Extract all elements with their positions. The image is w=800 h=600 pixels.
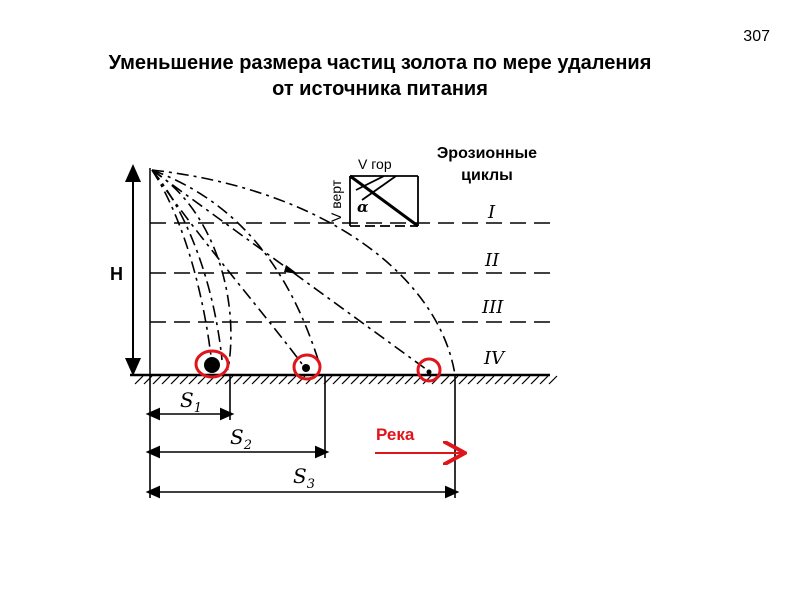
ground — [130, 375, 557, 384]
particle-medium — [302, 364, 310, 372]
erosion-cycles-heading-2: циклы — [461, 167, 513, 184]
alpha-label: α — [357, 198, 369, 216]
river-label: Река — [376, 425, 415, 444]
height-label: H — [110, 264, 123, 284]
particle-large — [204, 357, 220, 373]
distance-label-s3: $S_3$ — [293, 464, 315, 492]
v-vert-label: V верт — [328, 179, 344, 222]
page-number: 307 — [743, 28, 770, 45]
distance-label-s2: $S_2$ — [230, 425, 252, 453]
cycle-label-3: III — [482, 297, 504, 318]
cycle-label-2: II — [485, 250, 500, 271]
trajectory-arrowhead — [284, 265, 298, 274]
v-gor-label: V гор — [358, 156, 392, 172]
distance-label-s1: $S_1$ — [180, 388, 202, 416]
particle-small — [427, 370, 432, 375]
cycle-label-4: IV — [484, 348, 505, 369]
cycle-label-1: I — [488, 202, 496, 223]
erosion-cycles-heading-1: Эрозионные — [436, 145, 538, 162]
title-line-1: Уменьшение размера частиц золота по мере удаления — [108, 52, 652, 74]
title-line-2: от источника питания — [272, 78, 488, 100]
